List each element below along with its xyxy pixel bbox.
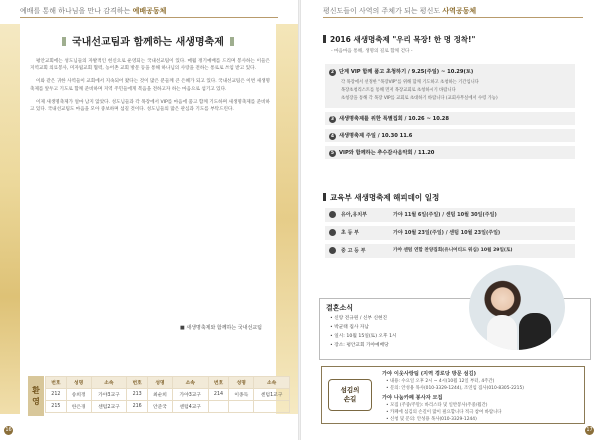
welcome-cell: 송희정 [66,389,91,401]
welcome-tag [28,376,44,416]
education-title-text: 교육부 새생명축제 해피데이 일정 [330,193,440,202]
welcome-col-header: 소속 [254,377,290,389]
page-number-right: 17 [586,427,593,433]
welcome-cell: 214 [208,389,229,401]
wedding-title: 결혼소식 [326,304,354,312]
list-bullet-icon [329,211,336,218]
welcome-col-header: 소속 [172,377,208,389]
wedding-line: • 장소: 평안교회 가야예배당 [330,343,389,348]
service-line: • 문의: 안성용 목사(010-3329-1244), 조연임 집사(010-8305-2215) [386,386,524,391]
article-paragraph: 평안교회에는 성도님들의 자발적인 헌신으로 운영되는 국내선교팀이 있다. 매월 정기예배를 드리며 봉사하는 이들은 지역교회 의료봉사, 미자립교회 협력, 농어촌 교회 방문 등을 통해 하나님의 사랑을 전하는 통로로 쓰임 받고 있다. [30,59,270,72]
section-bar-icon [323,193,326,201]
table-row [46,401,290,413]
stage-4-row [329,132,412,140]
article-title [62,33,234,48]
festival-title [323,34,475,45]
welcome-table [45,376,290,413]
festival-stage-4 [325,129,575,142]
wheat-decoration-right [276,24,298,414]
stage-4-label: 새생명축제 주일 / 10.30 11.6 [339,133,413,139]
welcome-col-header: 소속 [91,377,127,389]
stage-number-icon: 4 [330,134,335,139]
service-group-title: 가야 이웃사랑팀 (지역 경로당 방문 섬김) [382,371,476,377]
welcome-cell [254,401,290,413]
welcome-col-header: 번호 [46,377,67,389]
bride-figure [487,315,517,350]
right-header [323,6,476,16]
service-box [321,366,585,424]
festival-stage-2 [325,64,575,108]
stage-2-label: 단계 VIP 함께 품고 초청하기 / 9.25(주일) ~ 10.29(토) [339,69,474,75]
welcome-cell: 센텀4교구 [172,401,208,413]
service-line: • 모집 (주중/주말): 바리스타 및 일반봉사(주중/월간) [386,403,488,408]
festival-stage-3 [325,112,575,125]
right-page [301,0,600,440]
stage-bullet: 각 목장에서 선정한 "목장VIP"를 위해 함께 기도하고 초청하는 기간입니다 [341,80,479,85]
service-tag-line: 섬김의 [340,386,360,394]
welcome-header-row [46,377,290,389]
left-page [0,0,298,440]
welcome-cell: 센텀2교구 [91,401,127,413]
education-dept: 유아,유치부 [341,212,368,218]
welcome-tag-line: 영 [32,397,40,406]
welcome-col-header: 번호 [208,377,229,389]
education-title [323,192,439,203]
title-bar-icon [62,37,66,46]
service-line: • 신청 및 문의: 안성용 목사(010-3329-1244) [386,417,477,422]
welcome-col-header: 성명 [229,377,254,389]
section-bar-icon [323,35,326,43]
welcome-cell: 센텀1교구 [254,389,290,401]
wedding-line: • 박균태 집사 자남 [330,325,369,330]
left-header [20,6,166,16]
welcome-cell: 안준국 [148,401,173,413]
article-title-text: 국내선교팀과 함께하는 새생명축제 [72,37,224,48]
service-tag-line: 손길 [343,395,357,403]
welcome-cell: 가야3교구 [172,389,208,401]
article-paragraph: 이와 같은 귀한 사역들이 교회에서 지속되어 왔다는 것이 많은 분들께 큰 은혜가 되고 있다. 국내선교팀은 이번 새생명축제를 앞두고 기도로 함께 준비하며 지역 주민들에게 복음을 전하고자 하는 마음으로 섬기고 있다. [30,79,270,92]
welcome-col-header: 번호 [127,377,148,389]
welcome-col-header: 성명 [66,377,91,389]
education-dept: 초 등 부 [341,230,359,236]
wedding-line: • 일시: 10월 15일(토) 오후 1시 [330,334,397,339]
article-footer: ■ 새생명축제와 함께하는 국내선교팀 [180,325,262,331]
list-bullet-icon [329,229,336,236]
right-header-section: 사역공동체 [442,7,477,15]
education-date: 가야 11월 6일(주일) / 센텀 10월 30일(주일) [393,212,497,218]
right-header-rule [323,17,583,18]
welcome-cell: 212 [46,389,67,401]
right-header-prefix: 평신도들이 사역의 주체가 되는 평신도 [323,7,441,15]
page-number-left: 16 [5,427,12,433]
table-row [46,389,290,401]
groom-figure [519,313,551,350]
service-line: • 카페에 섬김의 손길이 많이 필요합니다 적극 참여 바랍니다 [386,410,502,415]
left-header-prefix: 예배를 통해 하나님을 만나 감격하는 [20,7,131,15]
stage-bullet: 초청장을 통해 각 목장 VIP를 교회로 초대하기 바랍니다 (교회사무실에서 수령 가능) [341,96,498,101]
welcome-table-block [28,376,290,416]
welcome-cell: 가야3교구 [91,389,127,401]
left-header-section: 예배공동체 [132,7,167,15]
education-row [325,244,575,258]
welcome-tag-line: 환 [32,386,40,395]
welcome-cell [229,401,254,413]
wheat-decoration-left [0,24,20,414]
article-footer-text: 새생명축제와 함께하는 국내선교팀 [186,325,262,331]
education-row [325,208,575,222]
welcome-cell: 최순희 [148,389,173,401]
education-date: 가야 센텀 연합 찬양집회(유니어티드 워십) 10월 29일(토) [393,248,513,253]
service-group-title: 가야 나눔카페 봉사자 모집 [382,395,443,401]
stage-number-icon: 2 [330,70,335,75]
festival-subtitle: - 마음마음 통해, 생명의 길로 함께 걷다 - [331,49,413,54]
wedding-photo [469,265,565,350]
article-paragraph: 이제 새생명축제가 얼마 남지 않았다. 성도님들과 각 목장에서 VIP를 마음에 품고 함께 기도하며 새생명축제를 준비하고 있다. 국내선교팀도 마음을 모아 중보하며 섬길 것이다. 성도님들의 많은 관심과 기도를 부탁드린다. [30,99,270,113]
education-row [325,226,575,240]
left-header-rule [20,17,278,18]
welcome-cell: 216 [127,401,148,413]
stage-3-row [329,115,449,123]
article-body [30,58,270,119]
list-bullet-icon [329,247,336,254]
welcome-cell: 213 [127,389,148,401]
stage-2-label-row [329,68,473,76]
stage-5-label: VIP와 함께하는 추수감사음악회 / 11.20 [339,150,435,156]
welcome-col-header: 성명 [148,377,173,389]
festival-stage-5 [325,146,575,159]
stage-number-icon: 3 [330,117,335,122]
education-date: 가야 10월 23일(주일) / 센텀 10월 23일(주일) [393,230,501,236]
welcome-cell: 215 [46,401,67,413]
service-tag [328,379,372,411]
stage-5-row [329,149,434,157]
welcome-cell [208,401,229,413]
stage-number-icon: 5 [330,151,335,156]
festival-title-text: 2016 새생명축제 "우리 목장! 한 명 정착!" [330,35,476,44]
stage-bullet: 목장초청리스트를 통해 먼저 목장교회로 초청하시기 바랍니다 [341,88,456,93]
title-bar-icon [230,37,234,46]
service-line: • 내용: 수요일 오후 2시 ~ 4시(10월 12일 부터, 4주간) [386,379,495,384]
welcome-cell: 이종득 [229,389,254,401]
education-dept: 중 고 등 부 [341,248,366,254]
stage-3-label: 새생명축제를 위한 특별집회 / 10.26 ~ 10.28 [339,116,450,122]
welcome-cell: 한은경 [66,401,91,413]
wedding-line: • 신랑 전규원 / 신부 신현진 [330,316,388,321]
